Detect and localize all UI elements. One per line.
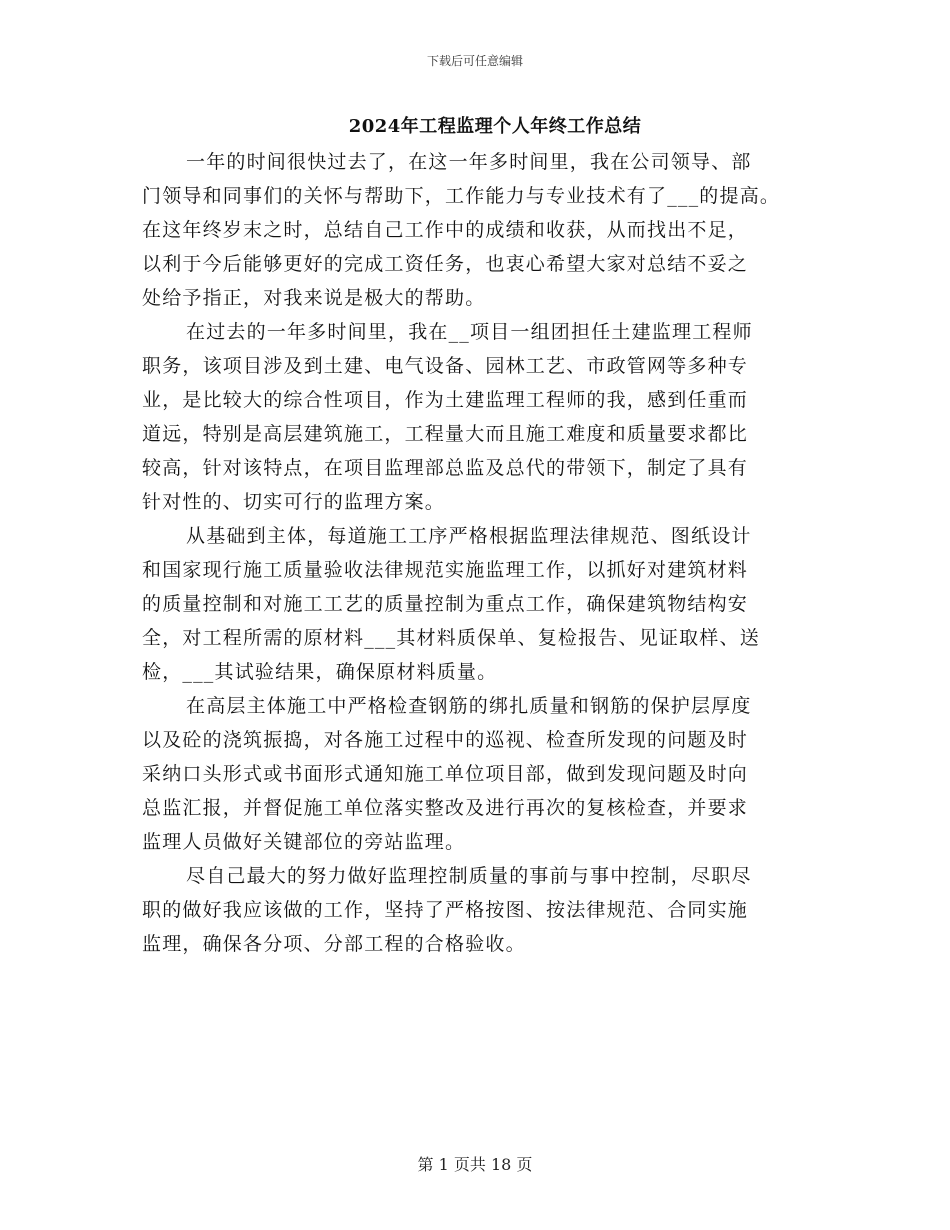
paragraph-line: 总监汇报，并督促施工单位落实整改及进行再次的复核检查，并要求 bbox=[142, 797, 749, 819]
paragraph-line: 业，是比较大的综合性项目，作为土建监理工程师的我，感到任重而 bbox=[142, 389, 749, 411]
paragraph-line: 在这年终岁末之时，总结自己工作中的成绩和收获，从而找出不足， bbox=[142, 219, 749, 241]
paragraph-line: 尽自己最大的努力做好监理控制质量的事前与事中控制，尽职尽 bbox=[186, 865, 752, 887]
page-number: 第 1 页共 18 页 bbox=[417, 1155, 533, 1174]
page-header-note: 下载后可任意编辑 bbox=[426, 54, 523, 68]
paragraph-line: 处给予指正，对我来说是极大的帮助。 bbox=[142, 287, 486, 309]
paragraph-line: 道远，特别是高层建筑施工，工程量大而且施工难度和质量要求都比 bbox=[142, 423, 749, 445]
paragraph-line: 从基础到主体，每道施工工序严格根据监理法律规范、图纸设计 bbox=[186, 525, 752, 547]
paragraph-line: 监理，确保各分项、分部工程的合格验收。 bbox=[142, 933, 526, 955]
paragraph-line: 以及砼的浇筑振捣，对各施工过程中的巡视、检查所发现的问题及时 bbox=[142, 729, 749, 751]
paragraph-line: 全，对工程所需的原材料___其材料质保单、复检报告、见证取样、送 bbox=[142, 627, 760, 649]
paragraph bbox=[142, 689, 842, 859]
paragraph-line: 采纳口头形式或书面形式通知施工单位项目部，做到发现问题及时向 bbox=[142, 763, 749, 785]
paragraph-line: 的质量控制和对施工工艺的质量控制为重点工作，确保建筑物结构安 bbox=[142, 593, 749, 615]
paragraph bbox=[142, 315, 842, 519]
paragraph-line: 和国家现行施工质量验收法律规范实施监理工作，以抓好对建筑材料 bbox=[142, 559, 749, 581]
paragraph-line: 在过去的一年多时间里，我在__项目一组团担任土建监理工程师 bbox=[186, 321, 753, 343]
paragraph-line: 门领导和同事们的关怀与帮助下，工作能力与专业技术有了___的提高。 bbox=[142, 185, 781, 207]
paragraph-line: 监理人员做好关键部位的旁站监理。 bbox=[142, 831, 466, 853]
paragraph-line: 在高层主体施工中严格检查钢筋的绑扎质量和钢筋的保护层厚度 bbox=[186, 695, 752, 717]
paragraph-line: 检，___其试验结果，确保原材料质量。 bbox=[142, 661, 498, 683]
document-body bbox=[142, 145, 842, 961]
paragraph bbox=[142, 859, 842, 961]
paragraph-line: 一年的时间很快过去了，在这一年多时间里，我在公司领导、部 bbox=[186, 151, 752, 173]
paragraph bbox=[142, 519, 842, 689]
paragraph-line: 较高，针对该特点，在项目监理部总监及总代的带领下，制定了具有 bbox=[142, 457, 749, 479]
paragraph-line: 职务，该项目涉及到土建、电气设备、园林工艺、市政管网等多种专 bbox=[142, 355, 749, 377]
paragraph-line: 针对性的、切实可行的监理方案。 bbox=[142, 491, 446, 513]
paragraph-line: 以利于今后能够更好的完成工资任务，也衷心希望大家对总结不妥之 bbox=[142, 253, 749, 275]
paragraph-line: 职的做好我应该做的工作，坚持了严格按图、按法律规范、合同实施 bbox=[142, 899, 749, 921]
document-title: 2024年工程监理个人年终工作总结 bbox=[348, 116, 642, 137]
paragraph bbox=[142, 145, 842, 315]
